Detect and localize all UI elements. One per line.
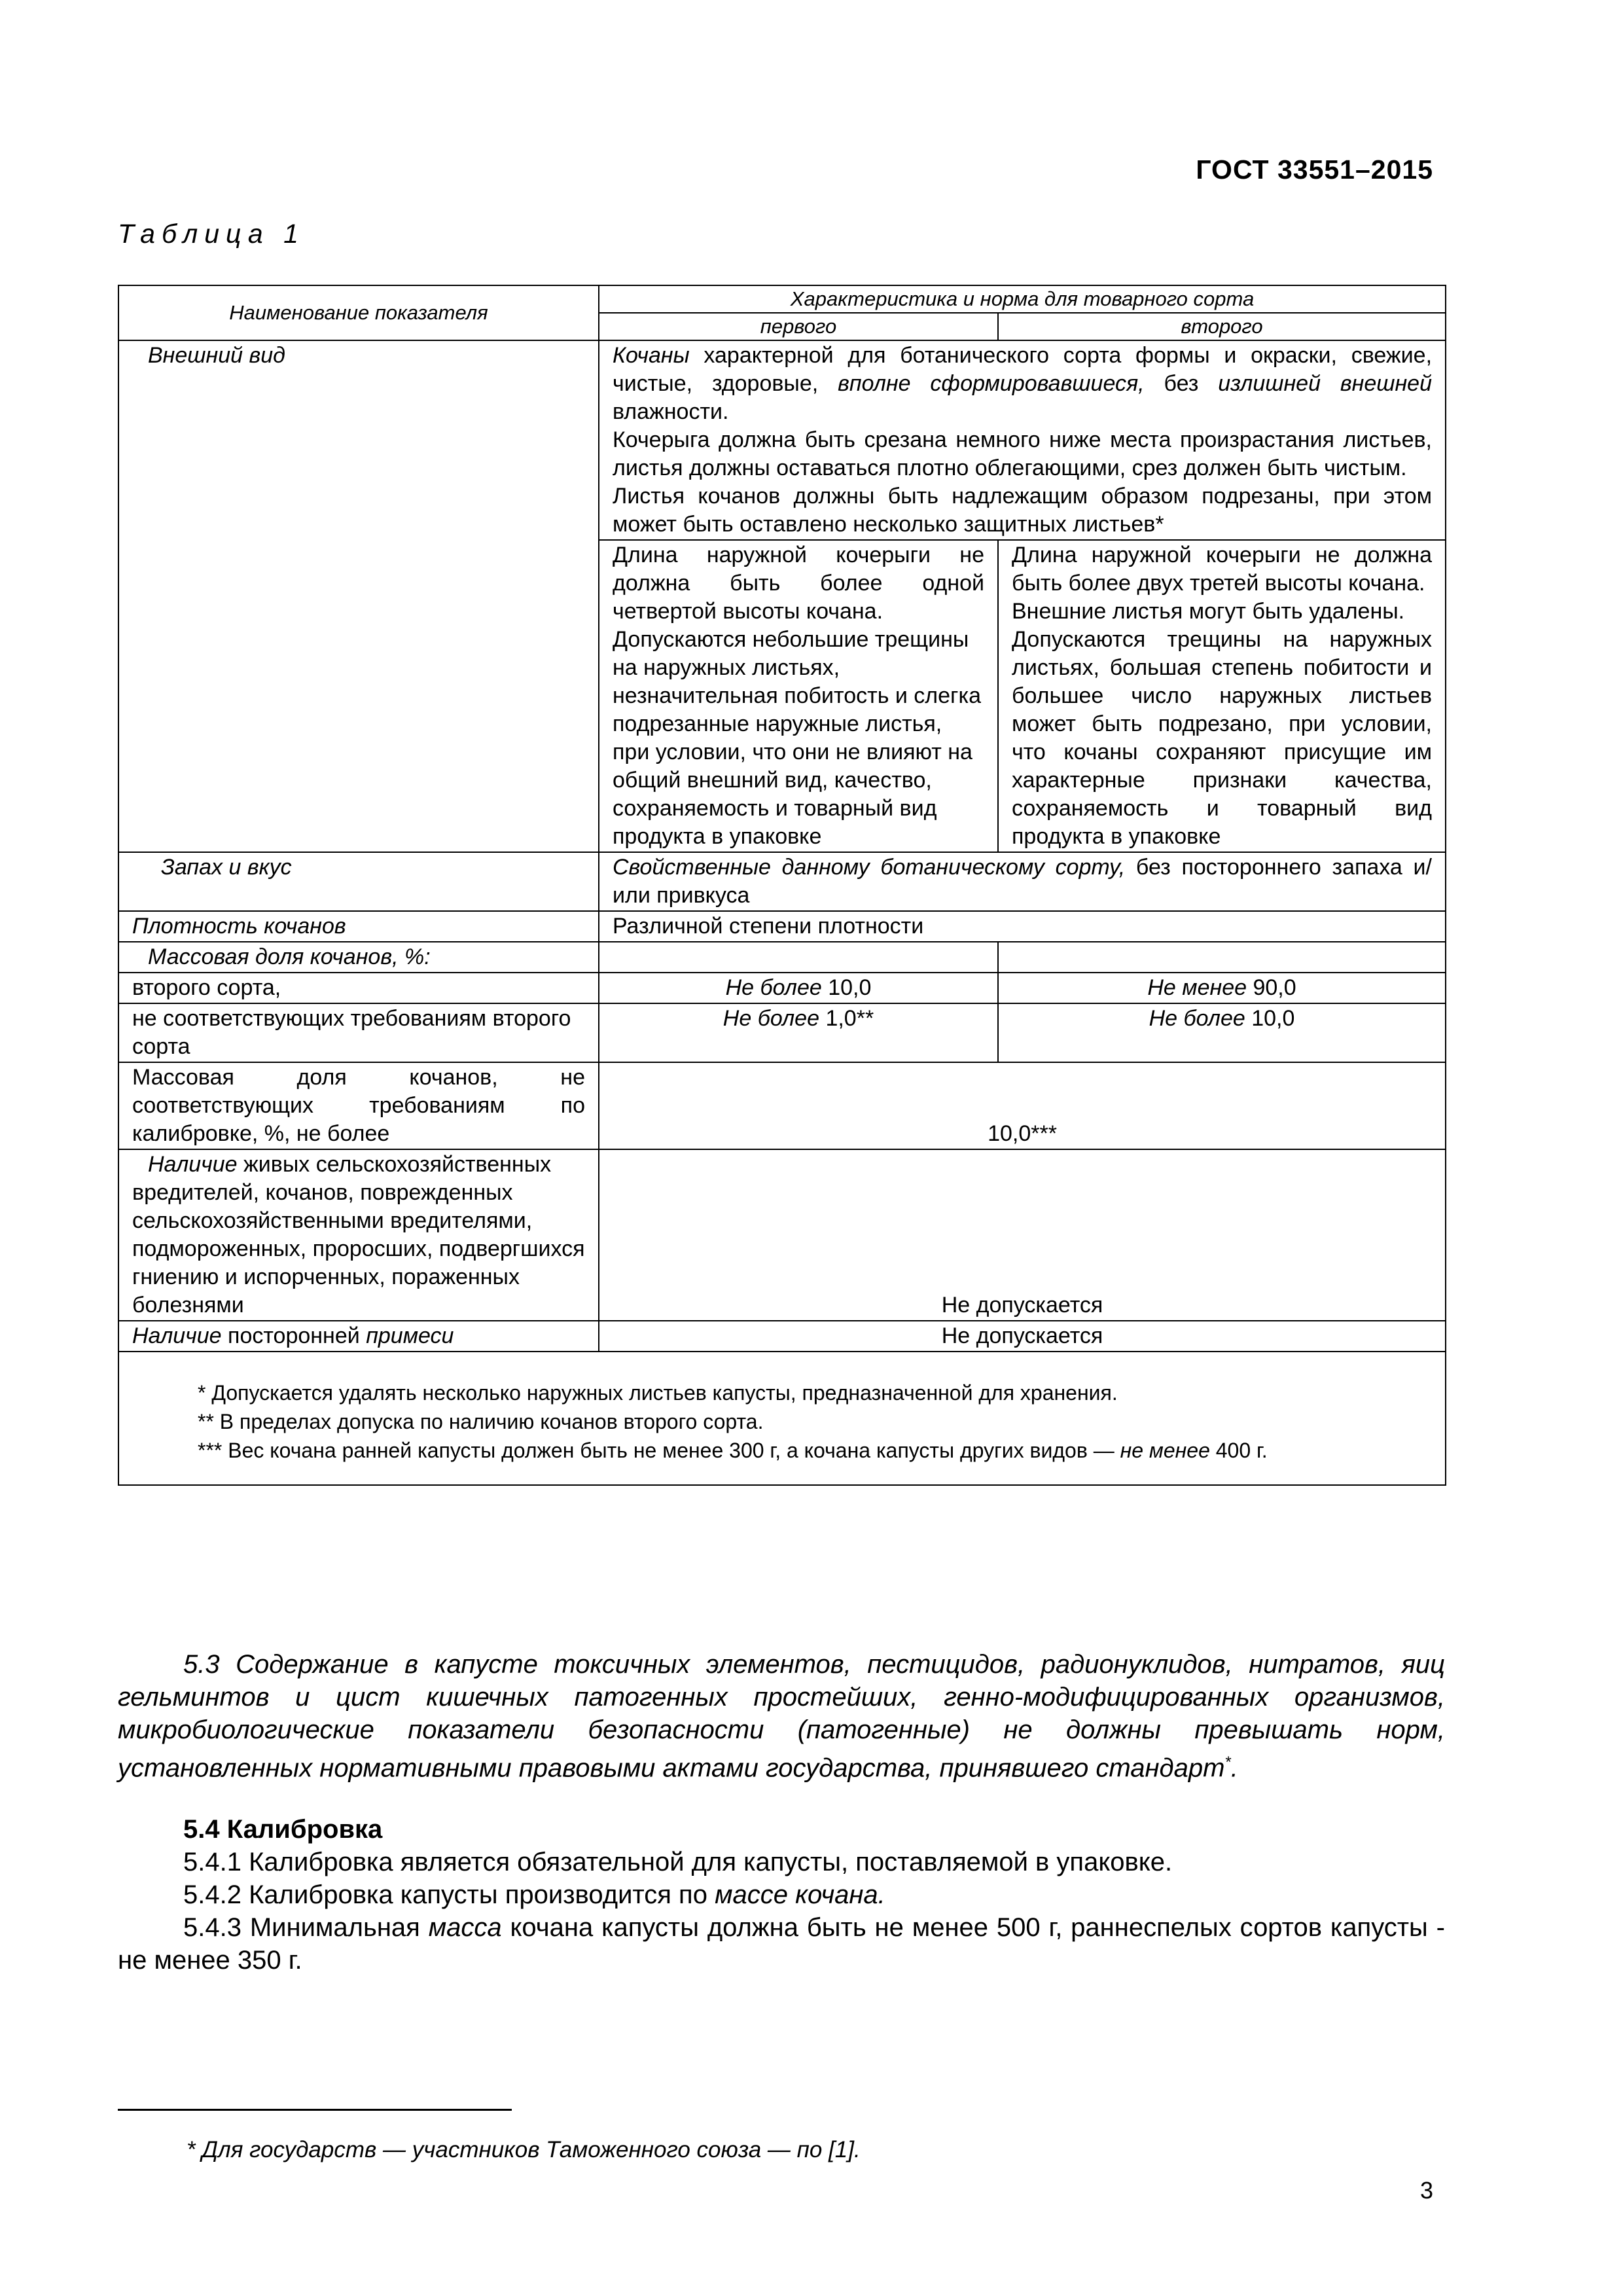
document-id: ГОСТ 33551–2015 [1196,154,1433,185]
row-label-mass-share: Массовая доля кочанов, %: [118,942,599,973]
row-label-appearance: Внешний вид [118,340,599,852]
section-5-4-2: 5.4.2 Калибровка капусты производится по массе кочана. [183,1880,885,1909]
second-grade-share-first: Не более 10,0 [599,973,998,1003]
calibration-value: 10,0*** [599,1062,1446,1149]
row-label-nonconforming: не соответствующих требованиям второго сорта [118,1003,599,1062]
table-notes-row [118,1352,1446,1485]
section-5-4-title: 5.4 Калибровка [183,1815,383,1844]
table-row-pests [118,1149,1446,1321]
section-5-4-1: 5.4.1 Калибровка является обязательной для капусты, поставляемой в упаковке. [183,1848,1173,1876]
table-row-mass-share-header [118,942,1446,973]
row-label-density: Плотность кочанов [118,911,599,942]
second-grade-share-second: Не менее 90,0 [998,973,1446,1003]
table-row-nonconforming-share [118,1003,1446,1062]
nonconforming-share-first: Не более 1,0** [599,1003,998,1062]
column-header-group: Характеристика и норма для товарного сорта [599,285,1446,313]
appearance-common-cell [599,340,1446,540]
table-caption: Таблица 1 [118,219,305,249]
section-5-4-3: 5.4.3 Минимальная масса кочана капусты должна быть не менее 500 г, раннеспелых сортов капусты - не менее 350 г. [118,1913,1445,1975]
row-label-pests: Наличие живых сельскохозяйственных вредителей, кочанов, поврежденных сельскохозяйственными вредителями, подмороженных, проросших, подвергшихся гниению и испорченных, пораженных болезнями [118,1149,599,1321]
page-number: 3 [1419,2177,1433,2204]
pests-value: Не допускается [599,1149,1446,1321]
table-row-second-grade-share [118,973,1446,1003]
column-header-name: Наименование показателя [118,285,599,340]
table-notes [118,1352,1446,1485]
section-5-4 [118,1813,1445,1977]
column-header-second-grade: второго [998,313,1446,340]
note-1: * Допускается удалять несколько наружных листьев капусты, предназначенной для хранения. [198,1381,1118,1405]
empty-cell [599,942,998,973]
empty-cell [998,942,1446,973]
requirements-table [118,285,1446,1486]
table-row-appearance [118,340,1446,540]
appearance-common-paragraph-1: Кочаны характерной для ботанического сорта формы и окраски, свежие, чистые, здоровые, вполне сформировавшиеся, без излишней внешней влажности. [613,343,1433,424]
impurity-value: Не допускается [599,1321,1446,1352]
section-5-3: 5.3 Содержание в капусте токсичных элементов, пестицидов, радионуклидов, нитратов, яиц гельминтов и цист кишечных патогенных простейших, генно-модифицированных организмов, микробиологические показатели безопасности (патогенные) не должны превышать норм, установленных нормативными правовыми актами государства, принявшего стандарт*. [118,1650,1445,1783]
footnote-separator [118,2109,512,2111]
column-header-first-grade: первого [599,313,998,340]
density-value: Различной степени плотности [599,911,1446,942]
table-row-impurity [118,1321,1446,1352]
smell-value: Свойственные данному ботаническому сорту, без постороннего запаха и/или привкуса [599,852,1446,911]
appearance-first-grade-cell: Длина наружной кочерыги не должна быть более одной четвертой высоты кочана. Допускаются небольшие трещины на наружных листьях, незначительная побитость и слегка подрезанные наружные листья, при условии, что они не влияют на общий внешний вид, качество, сохраняемость и товарный вид продукта в упаковке [599,540,998,852]
appearance-second-grade-cell: Длина наружной кочерыги не должна быть более двух третей высоты кочана. Внешние листья могут быть удалены. Допускаются трещины на наружных листьях, большая степень побитости и большее число наружных листьев может быть подрезано, при условии, что кочаны сохраняют присущие им характерные признаки качества, сохраняемость и товарный вид продукта в упаковке [998,540,1446,852]
row-label-calibration: Массовая доля кочанов, не соответствующих требованиям по калибровке, %, не более [118,1062,599,1149]
row-label-second-grade: второго сорта, [118,973,599,1003]
appearance-common-paragraph-3: Листья кочанов должны быть надлежащим образом подрезаны, при этом может быть оставлено несколько защитных листьев* [613,484,1433,537]
footnote: * Для государств — участников Таможенного союза — по [1]. [187,2137,861,2162]
note-2: ** В пределах допуска по наличию кочанов второго сорта. [198,1410,764,1433]
row-label-smell: Запах и вкус [118,852,599,911]
table-header-row [118,285,1446,313]
table-row-density [118,911,1446,942]
row-label-impurity: Наличие посторонней примеси [118,1321,599,1352]
nonconforming-share-second: Не более 10,0 [998,1003,1446,1062]
note-3: *** Вес кочана ранней капусты должен быть не менее 300 г, а кочана капусты других видов — не менее 400 г. [198,1439,1268,1462]
table-row-calibration [118,1062,1446,1149]
appearance-common-paragraph-2: Кочерыга должна быть срезана немного ниже места произрастания листьев, листья должны оставаться плотно облегающими, срез должен быть чистым. [613,427,1433,480]
table-row-smell [118,852,1446,911]
